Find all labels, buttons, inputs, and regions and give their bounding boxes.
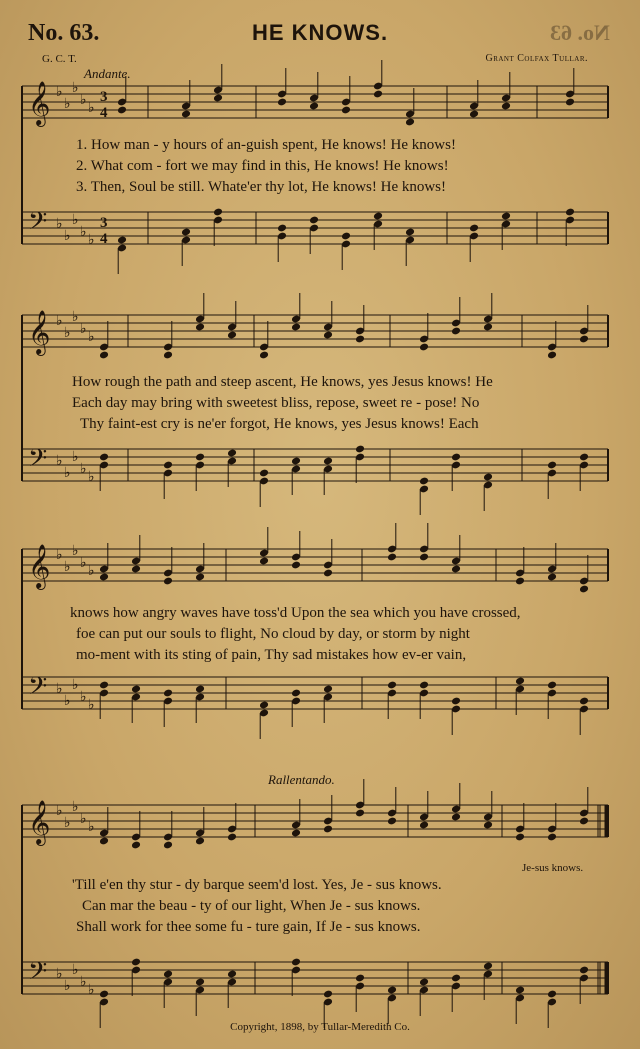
note-head bbox=[419, 681, 429, 690]
lyric-line: 2. What com - fort we may find in this, He knows! He knows! bbox=[76, 158, 449, 174]
note-head bbox=[515, 577, 525, 586]
flat-sign: ♭ bbox=[88, 982, 95, 998]
flat-sign: ♭ bbox=[64, 465, 71, 481]
note-head bbox=[501, 102, 511, 111]
note-head bbox=[259, 557, 269, 566]
note-head bbox=[259, 701, 269, 710]
flat-sign: ♭ bbox=[72, 799, 79, 815]
flat-sign: ♭ bbox=[88, 563, 95, 579]
tempo-marking: Andante. bbox=[84, 66, 131, 81]
flat-sign: ♭ bbox=[72, 677, 79, 693]
flat-sign: ♭ bbox=[88, 100, 95, 116]
flat-sign: ♭ bbox=[56, 453, 63, 469]
flat-sign: ♭ bbox=[64, 96, 71, 112]
tempo-marking: Rallentando. bbox=[268, 772, 335, 787]
time-signature-top: 3 bbox=[100, 215, 108, 231]
flat-sign: ♭ bbox=[72, 212, 79, 228]
flat-sign: ♭ bbox=[80, 461, 87, 477]
flat-sign: ♭ bbox=[72, 543, 79, 559]
note-head bbox=[355, 445, 365, 454]
note-head bbox=[163, 351, 173, 360]
note-head bbox=[579, 335, 589, 344]
lyric-line: foe can put our souls to flight, No cloud by day, or storm by night bbox=[76, 626, 470, 642]
note-head bbox=[547, 461, 557, 470]
note-head bbox=[323, 990, 333, 999]
lyric-line: 1. How man - y hours of an-guish spent, He knows! He knows! bbox=[76, 137, 456, 153]
note-head bbox=[547, 573, 557, 582]
note-head bbox=[341, 106, 351, 115]
note-head bbox=[99, 453, 109, 462]
note-head bbox=[515, 677, 525, 686]
note-head bbox=[163, 841, 173, 850]
note-head bbox=[163, 577, 173, 586]
note-head bbox=[277, 224, 287, 233]
treble-clef: 𝄞 bbox=[28, 544, 51, 588]
note-head bbox=[163, 461, 173, 470]
note-head bbox=[373, 90, 383, 99]
note-head bbox=[163, 689, 173, 698]
flat-sign: ♭ bbox=[88, 232, 95, 248]
note-head bbox=[387, 986, 397, 995]
note-head bbox=[117, 106, 127, 115]
bass-clef: 𝄢 bbox=[28, 957, 48, 992]
note-head bbox=[291, 829, 301, 838]
note-head bbox=[579, 453, 589, 462]
note-head bbox=[291, 689, 301, 698]
note-head bbox=[355, 974, 365, 983]
note-head bbox=[259, 351, 269, 360]
note-head bbox=[515, 986, 525, 995]
note-head bbox=[405, 118, 415, 127]
flat-sign: ♭ bbox=[72, 309, 79, 325]
flat-sign: ♭ bbox=[80, 555, 87, 571]
treble-clef: 𝄞 bbox=[28, 81, 51, 125]
note-head bbox=[419, 343, 429, 352]
note-head bbox=[99, 351, 109, 360]
flat-sign: ♭ bbox=[56, 313, 63, 329]
flat-sign: ♭ bbox=[64, 559, 71, 575]
lyric-line: Thy faint-est cry is ne'er forgot, He knows, yes Jesus knows! Each bbox=[80, 416, 479, 432]
note-head bbox=[323, 457, 333, 466]
note-head bbox=[419, 821, 429, 830]
bass-clef: 𝄢 bbox=[28, 444, 48, 479]
flat-sign: ♭ bbox=[64, 228, 71, 244]
flat-sign: ♭ bbox=[56, 547, 63, 563]
flat-sign: ♭ bbox=[80, 974, 87, 990]
note-head bbox=[419, 477, 429, 486]
note-head bbox=[213, 208, 223, 217]
note-head bbox=[579, 697, 589, 706]
note-head bbox=[579, 817, 589, 826]
note-head bbox=[227, 449, 237, 458]
note-head bbox=[469, 224, 479, 233]
note-head bbox=[387, 553, 397, 562]
note-head bbox=[565, 208, 575, 217]
note-head bbox=[99, 837, 109, 846]
note-head bbox=[131, 841, 141, 850]
note-head bbox=[227, 970, 237, 979]
note-head bbox=[323, 685, 333, 694]
note-head bbox=[195, 453, 205, 462]
flat-sign: ♭ bbox=[88, 469, 95, 485]
note-head bbox=[451, 813, 461, 822]
hymn-number: No. 63. bbox=[28, 20, 100, 46]
flat-sign: ♭ bbox=[64, 815, 71, 831]
lyric-line: knows how angry waves have toss'd Upon the sea which you have crossed, bbox=[70, 605, 521, 621]
bass-clef: 𝄢 bbox=[28, 207, 48, 242]
note-head bbox=[227, 833, 237, 842]
bleed-through-number: No. 63 bbox=[550, 20, 610, 45]
note-head bbox=[355, 809, 365, 818]
note-head bbox=[579, 966, 589, 975]
note-head bbox=[405, 228, 415, 237]
note-head bbox=[131, 565, 141, 574]
note-head bbox=[341, 232, 351, 241]
lyric-line: 3. Then, Soul be still. Whate'er thy lot, He knows! He knows! bbox=[76, 179, 447, 195]
note-head bbox=[451, 327, 461, 336]
flat-sign: ♭ bbox=[72, 80, 79, 96]
note-head bbox=[181, 228, 191, 237]
note-head bbox=[469, 110, 479, 119]
flat-sign: ♭ bbox=[56, 216, 63, 232]
note-head bbox=[419, 553, 429, 562]
note-head bbox=[291, 323, 301, 332]
flat-sign: ♭ bbox=[64, 325, 71, 341]
flat-sign: ♭ bbox=[88, 819, 95, 835]
flat-sign: ♭ bbox=[80, 92, 87, 108]
note-head bbox=[195, 837, 205, 846]
note-head bbox=[483, 323, 493, 332]
note-head bbox=[309, 102, 319, 111]
note-head bbox=[163, 970, 173, 979]
note-head bbox=[373, 212, 383, 221]
flat-sign: ♭ bbox=[80, 811, 87, 827]
flat-sign: ♭ bbox=[72, 449, 79, 465]
note-head bbox=[131, 958, 141, 967]
note-head bbox=[323, 825, 333, 834]
note-head bbox=[195, 685, 205, 694]
note-head bbox=[195, 323, 205, 332]
flat-sign: ♭ bbox=[56, 966, 63, 982]
flat-sign: ♭ bbox=[56, 84, 63, 100]
note-head bbox=[483, 962, 493, 971]
note-head bbox=[451, 565, 461, 574]
flat-sign: ♭ bbox=[80, 689, 87, 705]
treble-clef: 𝄞 bbox=[28, 310, 51, 354]
note-head bbox=[117, 236, 127, 245]
lyric-line: How rough the path and steep ascent, He knows, yes Jesus knows! He bbox=[72, 374, 493, 390]
note-head bbox=[355, 335, 365, 344]
lyric-line: Each day may bring with sweetest bliss, repose, sweet re - pose! No bbox=[72, 395, 480, 411]
note-head bbox=[515, 833, 525, 842]
note-head bbox=[195, 573, 205, 582]
note-head bbox=[227, 331, 237, 340]
note-head bbox=[99, 681, 109, 690]
note-head bbox=[277, 98, 287, 107]
note-head bbox=[99, 573, 109, 582]
flat-sign: ♭ bbox=[88, 697, 95, 713]
flat-sign: ♭ bbox=[56, 803, 63, 819]
note-head bbox=[195, 978, 205, 987]
lyric-line: 'Till e'en thy stur - dy barque seem'd lost. Yes, Je - sus knows. bbox=[72, 877, 442, 893]
note-head bbox=[547, 681, 557, 690]
note-head bbox=[387, 817, 397, 826]
note-head bbox=[483, 473, 493, 482]
time-signature-bottom: 4 bbox=[100, 231, 108, 247]
note-head bbox=[99, 990, 109, 999]
note-head bbox=[387, 681, 397, 690]
note-head bbox=[181, 110, 191, 119]
lyricist-credit: G. C. T. bbox=[42, 53, 77, 65]
note-head bbox=[483, 821, 493, 830]
time-signature-bottom: 4 bbox=[100, 105, 108, 121]
note-head bbox=[323, 331, 333, 340]
note-head bbox=[291, 561, 301, 570]
bass-clef: 𝄢 bbox=[28, 672, 48, 707]
note-head bbox=[291, 958, 301, 967]
time-signature-top: 3 bbox=[100, 89, 108, 105]
note-head bbox=[419, 978, 429, 987]
copyright-notice: Copyright, 1898, by Tullar-Meredith Co. bbox=[230, 1021, 410, 1033]
note-head bbox=[291, 457, 301, 466]
note-head bbox=[579, 585, 589, 594]
note-head bbox=[565, 98, 575, 107]
flat-sign: ♭ bbox=[56, 681, 63, 697]
lyric-line: Can mar the beau - ty of our light, When Je - sus knows. bbox=[82, 898, 421, 914]
composer-credit: Grant Colfax Tullar. bbox=[485, 53, 588, 64]
flat-sign: ♭ bbox=[80, 321, 87, 337]
flat-sign: ♭ bbox=[72, 962, 79, 978]
hymn-title: HE KNOWS. bbox=[251, 20, 389, 45]
note-head bbox=[547, 351, 557, 360]
note-head bbox=[451, 697, 461, 706]
lyric-line: Shall work for thee some fu - ture gain, If Je - sus knows. bbox=[76, 919, 421, 935]
note-head bbox=[323, 569, 333, 578]
note-head bbox=[259, 469, 269, 478]
note-head bbox=[309, 216, 319, 225]
flat-sign: ♭ bbox=[80, 224, 87, 240]
note-head bbox=[451, 453, 461, 462]
note-head bbox=[547, 990, 557, 999]
flat-sign: ♭ bbox=[88, 329, 95, 345]
flat-sign: ♭ bbox=[64, 978, 71, 994]
treble-clef: 𝄞 bbox=[28, 800, 51, 844]
flat-sign: ♭ bbox=[64, 693, 71, 709]
lyric-line: mo-ment with its sting of pain, Thy sad mistakes how ev-er vain, bbox=[76, 647, 467, 663]
note-head bbox=[131, 685, 141, 694]
alto-lyric: Je-sus knows. bbox=[522, 862, 584, 874]
note-head bbox=[451, 974, 461, 983]
note-head bbox=[547, 833, 557, 842]
note-head bbox=[213, 94, 223, 103]
note-head bbox=[501, 212, 511, 221]
